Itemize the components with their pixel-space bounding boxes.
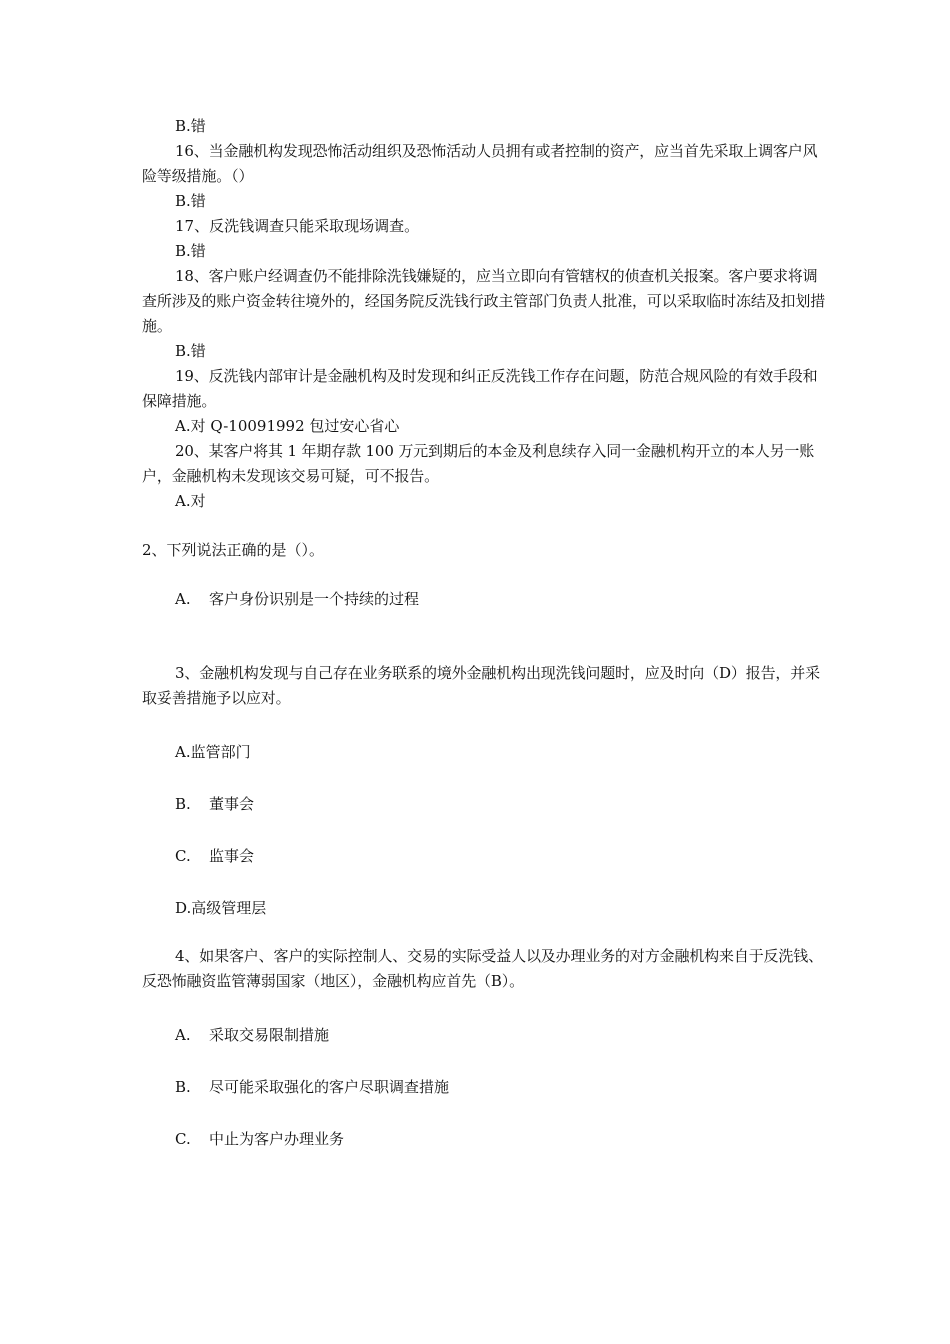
answer-line: A.对 [175, 492, 206, 510]
question-3-option-c [175, 844, 830, 869]
option-text: 尽可能采取强化的客户尽职调查措施 [209, 1078, 450, 1096]
option-text: 客户身份识别是一个持续的过程 [209, 590, 420, 608]
option-text: 董事会 [209, 795, 255, 813]
option-label: C. [175, 1130, 191, 1148]
question-3-option-a: A.监管部门 [175, 743, 251, 761]
option-label: A. [175, 590, 191, 608]
option-label: A. [175, 1026, 191, 1044]
question-4-option-c [175, 1127, 830, 1152]
question-17: 17、反洗钱调查只能采取现场调查。 [175, 217, 420, 235]
question-2: 2、下列说法正确的是（）。 [142, 541, 325, 559]
answer-line: B.错 [175, 117, 206, 135]
answer-line: A.对 Q-10091992 包过安心省心 [175, 417, 400, 435]
answer-line: B.错 [175, 342, 206, 360]
question-4: 4、如果客户、客户的实际控制人、交易的实际受益人以及办理业务的对方金融机构来自于反洗钱、反恐怖融资监管薄弱国家（地区），金融机构应首先（B）。 [142, 947, 823, 990]
question-3: 3、金融机构发现与自己存在业务联系的境外金融机构出现洗钱问题时，应及时向（D）报告，并采取妥善措施予以应对。 [142, 664, 820, 707]
answer-line: B.错 [175, 192, 206, 210]
question-4-option-a [175, 1023, 830, 1048]
question-19: 19、反洗钱内部审计是金融机构及时发现和纠正反洗钱工作存在问题，防范合规风险的有效手段和保障措施。 [142, 367, 818, 410]
option-label: C. [175, 847, 191, 865]
option-label: B. [175, 1078, 191, 1096]
question-4-option-b [175, 1075, 830, 1100]
question-20: 20、某客户将其 1 年期存款 100 万元到期后的本金及利息续存入同一金融机构开立的本人另一账户，金融机构未发现该交易可疑，可不报告。 [142, 442, 815, 485]
option-text: 监事会 [209, 847, 255, 865]
question-3-option-b [175, 792, 830, 817]
option-label: B. [175, 795, 191, 813]
question-18: 18、客户账户经调查仍不能排除洗钱嫌疑的，应当立即向有管辖权的侦查机关报案。客户要求将调查所涉及的账户资金转往境外的，经国务院反洗钱行政主管部门负责人批准，可以采取临时冻结及扣划措施。 [142, 267, 826, 335]
option-text: 采取交易限制措施 [209, 1026, 330, 1044]
option-text: 中止为客户办理业务 [209, 1130, 345, 1148]
question-3-option-d: D.高级管理层 [175, 899, 267, 917]
answer-line: B.错 [175, 242, 206, 260]
question-16: 16、当金融机构发现恐怖活动组织及恐怖活动人员拥有或者控制的资产，应当首先采取上调客户风险等级措施。（） [142, 142, 818, 185]
question-2-option-a [175, 587, 830, 612]
